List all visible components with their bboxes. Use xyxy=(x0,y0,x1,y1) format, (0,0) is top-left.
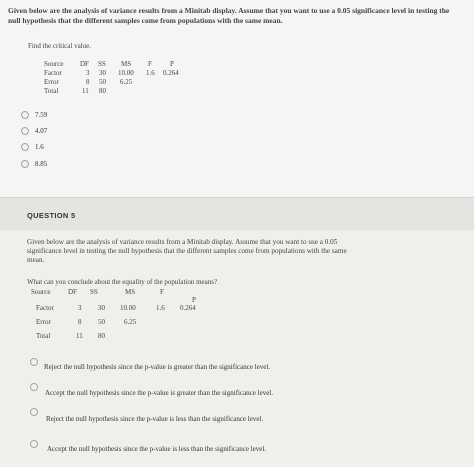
anova-cell: Total xyxy=(36,332,51,340)
anova-cell: 0.264 xyxy=(180,304,196,312)
question-5-text: Given below are the analysis of variance results from a Minitab display. Assume that you want to use a 0.05 significance level in testing the null hypothesis that the different samples come from populations with the same mean. xyxy=(27,238,347,264)
question-4-option-4[interactable] xyxy=(21,160,47,168)
option-label: 8.85 xyxy=(35,160,48,168)
option-label: Reject the null hypothesis since the p-value is greater than the significance level. xyxy=(44,363,271,371)
option-label: Accept the null hypothesis since the p-value is greater than the significance level. xyxy=(45,389,274,397)
option-label: 7.59 xyxy=(35,111,48,119)
option-label: 1.6 xyxy=(35,143,44,151)
anova-cell: 6.25 xyxy=(120,78,133,86)
question-4-option-3[interactable] xyxy=(21,143,44,151)
anova-cell: 11 xyxy=(76,332,83,340)
anova-cell: Total xyxy=(44,87,59,95)
anova-cell: 3 xyxy=(86,69,90,77)
option-label: Accept the null hypothesis since the p-value is less than the significance level. xyxy=(47,445,267,453)
anova-cell: Error xyxy=(44,78,59,86)
anova-cell: 50 xyxy=(99,78,106,86)
anova-header-source: Source xyxy=(44,60,64,68)
anova-cell: 80 xyxy=(99,87,106,95)
anova-cell: 30 xyxy=(98,304,105,312)
anova-cell: 10.00 xyxy=(120,304,136,312)
anova-header-ss: SS xyxy=(98,60,106,68)
anova-header-p: P xyxy=(192,296,196,304)
anova-header-source: Source xyxy=(31,288,51,296)
anova-cell: 8 xyxy=(86,78,90,86)
anova-header-ms: MS xyxy=(121,60,132,68)
question-4-text: Given below are the analysis of variance results from a Minitab display. Assume that you want to use a 0.05 significance level in testing the null hypothesis that the different samples come from populations with the same mean. xyxy=(8,6,450,25)
radio-button[interactable] xyxy=(21,127,29,135)
radio-button[interactable] xyxy=(21,143,29,151)
anova-cell: 0.264 xyxy=(163,69,179,77)
question-5-panel xyxy=(0,230,474,467)
anova-cell: Factor xyxy=(36,304,54,312)
radio-button[interactable] xyxy=(21,160,29,168)
anova-header-f: F xyxy=(160,288,164,296)
anova-cell: 30 xyxy=(99,69,106,77)
anova-cell: 1.6 xyxy=(146,69,155,77)
anova-cell: 80 xyxy=(98,332,105,340)
question-4-prompt: Find the critical value. xyxy=(28,42,91,50)
question-4-option-2[interactable] xyxy=(21,127,47,135)
question-4-option-1[interactable] xyxy=(21,111,47,119)
radio-button[interactable] xyxy=(30,440,38,448)
anova-cell: Factor xyxy=(44,69,62,77)
radio-button[interactable] xyxy=(30,408,38,416)
anova-cell: 3 xyxy=(78,304,82,312)
anova-cell: 11 xyxy=(82,87,89,95)
anova-header-p: P xyxy=(170,60,174,68)
anova-header-f: F xyxy=(148,60,152,68)
anova-header-df: DF xyxy=(68,288,77,296)
anova-cell: Error xyxy=(36,318,51,326)
radio-button[interactable] xyxy=(21,111,29,119)
anova-cell: 10.00 xyxy=(118,69,134,77)
anova-header-ss: SS xyxy=(90,288,98,296)
anova-cell: 1.6 xyxy=(156,304,165,312)
anova-cell: 8 xyxy=(78,318,82,326)
question-5-prompt: What can you conclude about the equality of the population means? xyxy=(27,278,218,286)
anova-cell: 6.25 xyxy=(124,318,137,326)
question-4-panel xyxy=(0,0,474,197)
question-5-title: QUESTION 5 xyxy=(27,211,76,220)
radio-button[interactable] xyxy=(30,383,38,391)
anova-header-ms: MS xyxy=(125,288,136,296)
anova-header-df: DF xyxy=(80,60,89,68)
option-label: Reject the null hypothesis since the p-value is less than the significance level. xyxy=(46,415,264,423)
radio-button[interactable] xyxy=(30,358,38,366)
anova-cell: 50 xyxy=(98,318,105,326)
option-label: 4.07 xyxy=(35,127,48,135)
